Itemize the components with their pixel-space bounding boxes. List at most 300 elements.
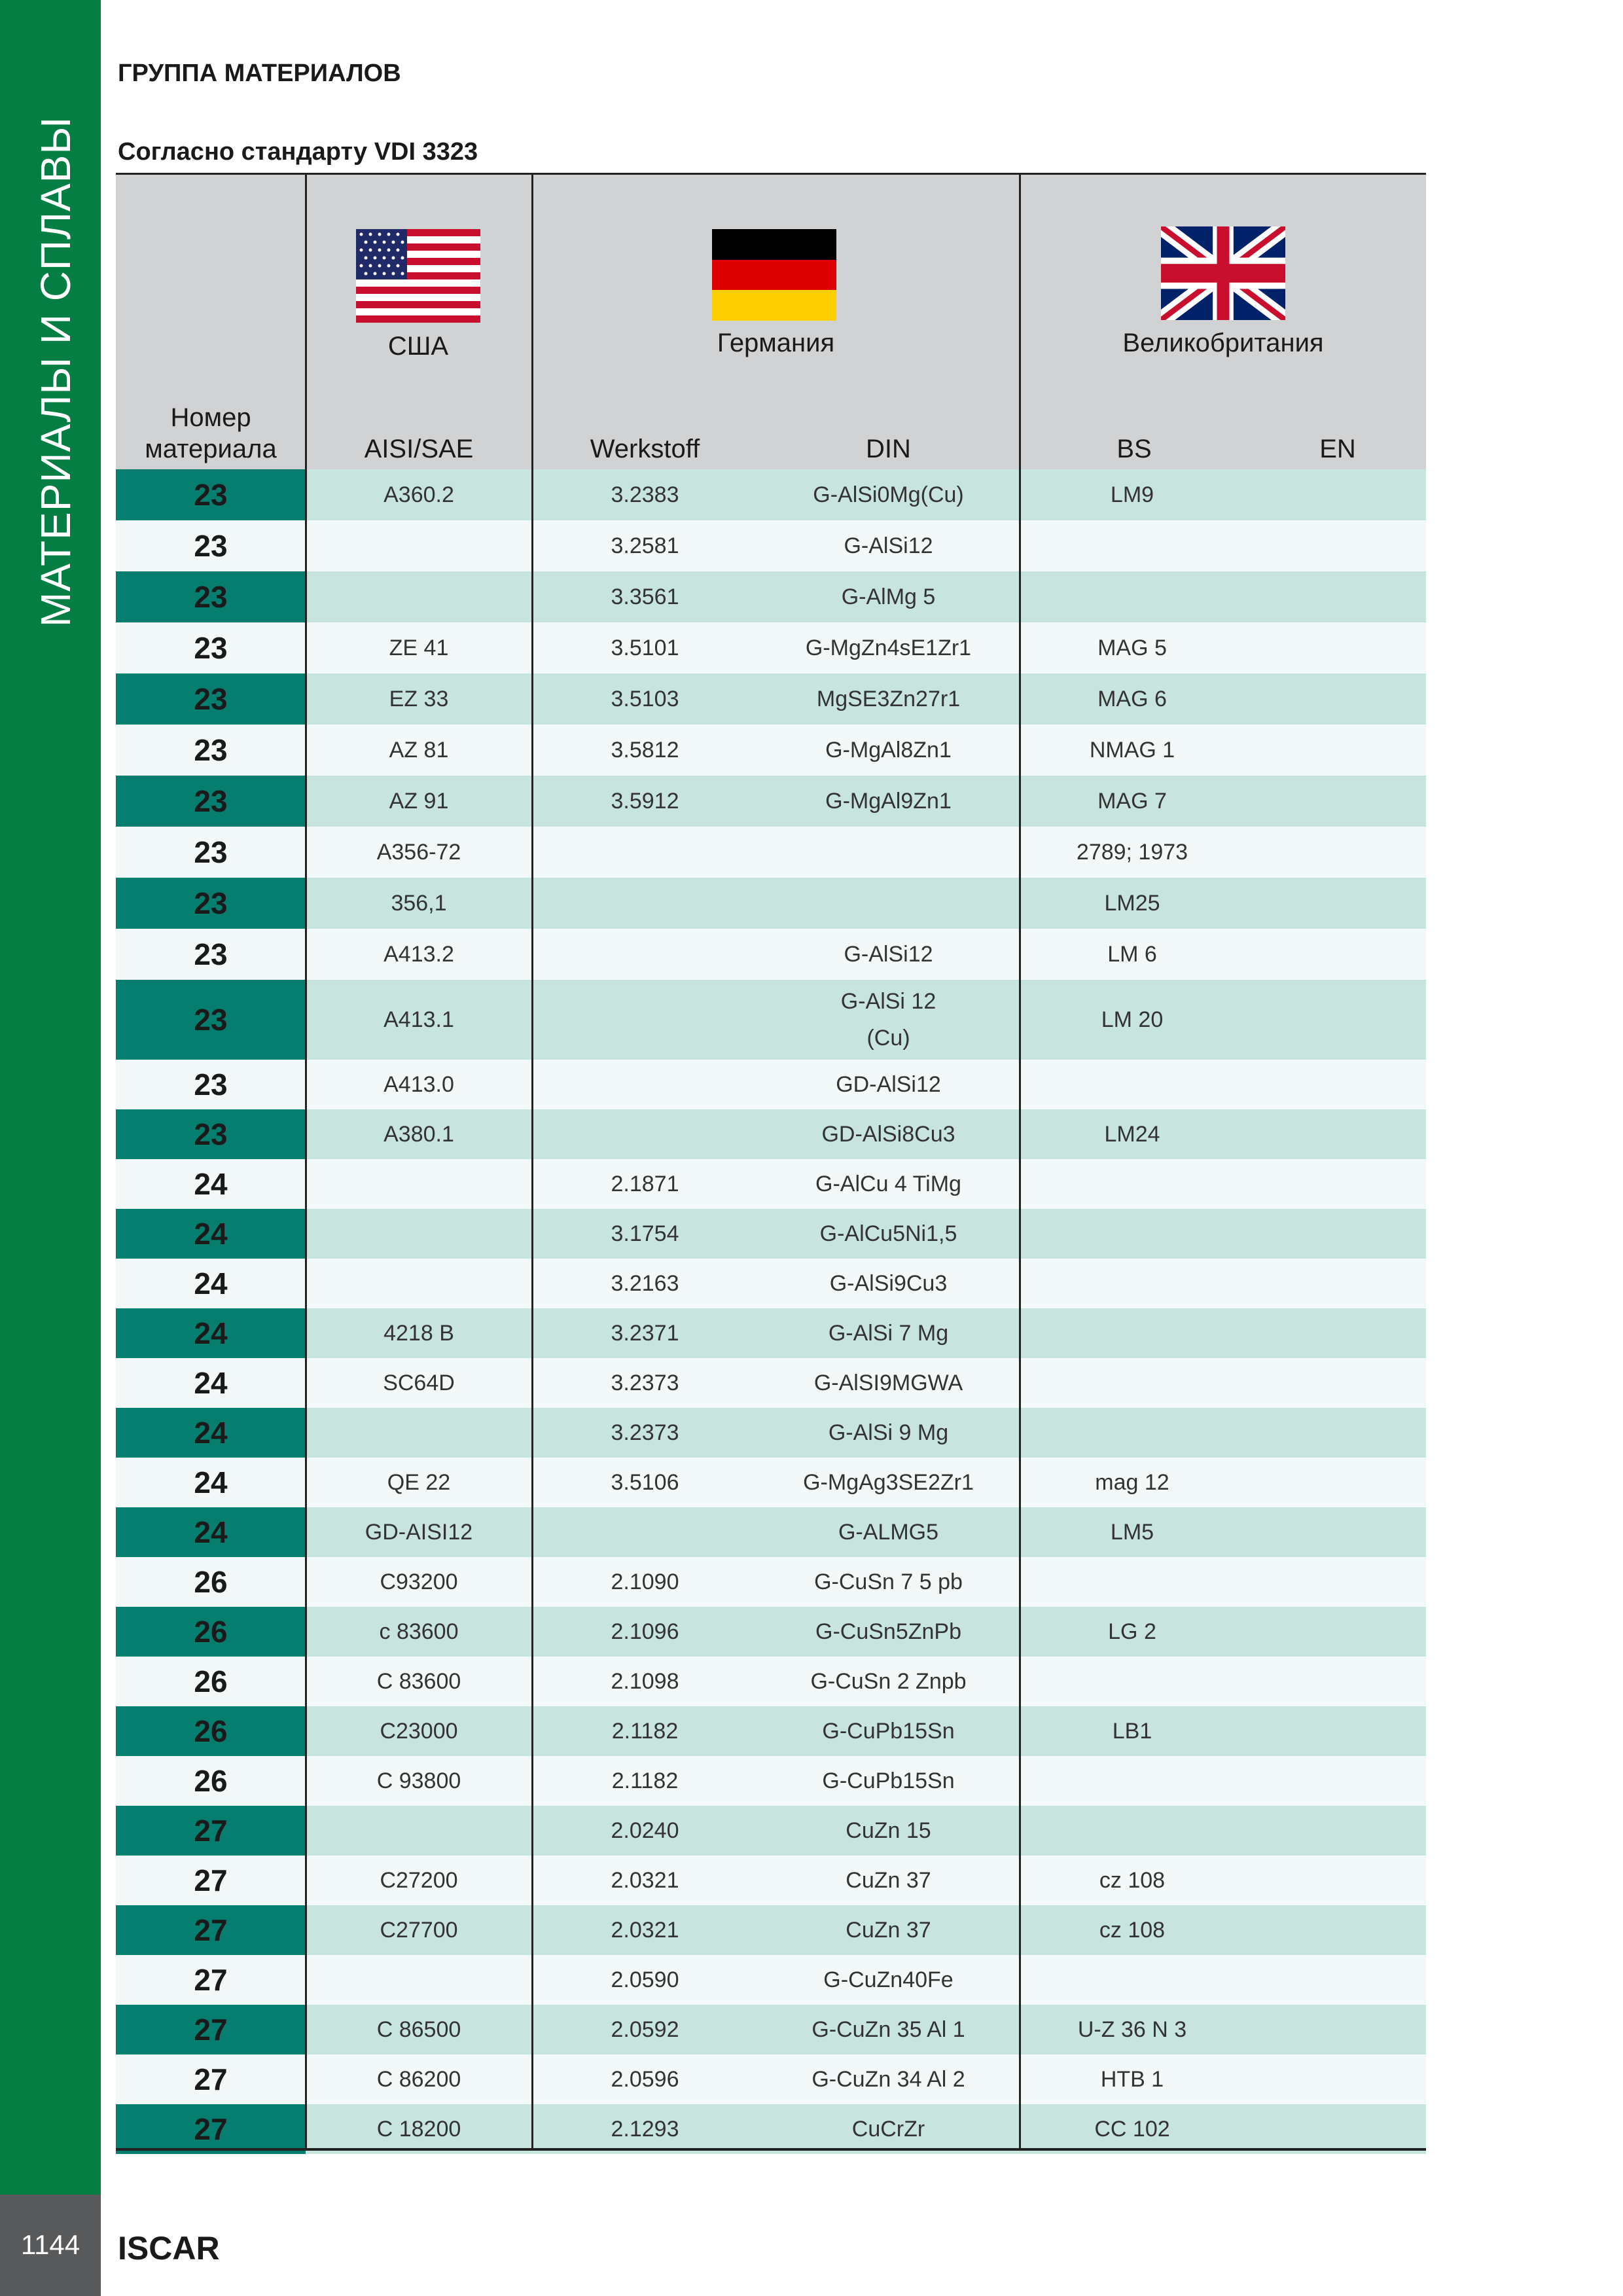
aisi-sae-cell-text: A413.1 bbox=[383, 1007, 454, 1032]
aisi-sae-cell-text: C 18200 bbox=[376, 2117, 461, 2142]
werkstoff-cell-text: 3.5101 bbox=[611, 636, 679, 660]
material-number-cell bbox=[116, 929, 306, 980]
table-row bbox=[116, 1259, 1426, 1308]
bs-cell-text: LG 2 bbox=[1108, 1619, 1156, 1644]
werkstoff-cell bbox=[532, 1905, 758, 1955]
table-row bbox=[116, 827, 1426, 878]
table-row bbox=[116, 1657, 1426, 1706]
material-number-cell bbox=[116, 673, 306, 725]
aisi-sae-cell-text: C27700 bbox=[380, 1918, 458, 1943]
din-cell bbox=[758, 1657, 1019, 1706]
werkstoff-cell bbox=[532, 1706, 758, 1756]
din-cell bbox=[758, 2104, 1019, 2154]
table-bottom-rule bbox=[116, 2148, 1426, 2151]
werkstoff-cell bbox=[532, 622, 758, 673]
column-divider bbox=[531, 173, 533, 2151]
table-row bbox=[116, 1557, 1426, 1607]
bs-cell-text: U-Z 36 N 3 bbox=[1077, 2017, 1187, 2042]
werkstoff-cell bbox=[532, 1657, 758, 1706]
aisi-sae-cell-text: C 86500 bbox=[376, 2017, 461, 2042]
bs-cell bbox=[1019, 2005, 1245, 2054]
aisi-sae-cell bbox=[306, 1159, 532, 1209]
aisi-sae-cell bbox=[306, 929, 532, 980]
bs-cell bbox=[1019, 1706, 1245, 1756]
material-number-cell bbox=[116, 725, 306, 776]
en-cell bbox=[1245, 1607, 1426, 1657]
table-row bbox=[116, 1159, 1426, 1209]
aisi-sae-cell bbox=[306, 1657, 532, 1706]
bs-cell bbox=[1019, 1955, 1245, 2005]
en-cell bbox=[1245, 2054, 1426, 2104]
din-cell-text: G-MgAl8Zn1 bbox=[825, 738, 952, 762]
section-title: ГРУППА МАТЕРИАЛОВ bbox=[118, 60, 401, 87]
material-number-cell-text: 23 bbox=[194, 1067, 228, 1102]
en-cell bbox=[1245, 1109, 1426, 1159]
material-number-cell bbox=[116, 1060, 306, 1109]
en-cell bbox=[1245, 1259, 1426, 1308]
material-number-cell-text: 24 bbox=[194, 1515, 228, 1549]
aisi-sae-cell bbox=[306, 1955, 532, 2005]
country-germany: Германия bbox=[717, 329, 835, 357]
material-number-cell bbox=[116, 2104, 306, 2154]
table-row bbox=[116, 725, 1426, 776]
aisi-sae-cell-text: C 83600 bbox=[376, 1669, 461, 1694]
werkstoff-cell bbox=[532, 2005, 758, 2054]
standard-caption: Согласно стандарту VDI 3323 bbox=[118, 138, 478, 166]
table-row bbox=[116, 1905, 1426, 1955]
din-cell bbox=[758, 1507, 1019, 1557]
en-cell bbox=[1245, 1955, 1426, 2005]
aisi-sae-cell bbox=[306, 2005, 532, 2054]
bs-cell bbox=[1019, 1657, 1245, 1706]
material-number-cell-text: 23 bbox=[194, 733, 228, 767]
en-cell bbox=[1245, 1308, 1426, 1358]
bs-cell-text: NMAG 1 bbox=[1089, 738, 1175, 762]
material-number-cell bbox=[116, 1458, 306, 1507]
werkstoff-cell-text: 2.0240 bbox=[611, 1818, 679, 1843]
bs-cell bbox=[1019, 1209, 1245, 1259]
table-row bbox=[116, 980, 1426, 1060]
material-number-cell-text: 23 bbox=[194, 682, 228, 716]
aisi-sae-cell-text: ZE 41 bbox=[389, 636, 449, 660]
din-cell-text: G-CuSn 2 Znpb bbox=[810, 1669, 967, 1694]
table-row bbox=[116, 878, 1426, 929]
werkstoff-cell-text: 2.0321 bbox=[611, 1918, 679, 1943]
en-cell bbox=[1245, 725, 1426, 776]
din-cell-text: G-AlSi12 bbox=[844, 942, 933, 967]
material-number-cell bbox=[116, 1159, 306, 1209]
bs-cell-text: LM24 bbox=[1104, 1122, 1160, 1147]
bs-cell bbox=[1019, 1557, 1245, 1607]
en-cell bbox=[1245, 622, 1426, 673]
din-cell-text: G-CuSn5ZnPb bbox=[815, 1619, 961, 1644]
werkstoff-cell-text: 3.1754 bbox=[611, 1221, 679, 1246]
aisi-sae-cell bbox=[306, 878, 532, 929]
bs-cell-text: MAG 7 bbox=[1097, 789, 1167, 814]
en-cell bbox=[1245, 673, 1426, 725]
material-number-cell-text: 26 bbox=[194, 1764, 228, 1798]
aisi-sae-cell bbox=[306, 622, 532, 673]
en-cell bbox=[1245, 1159, 1426, 1209]
table-row bbox=[116, 2104, 1426, 2154]
table-row bbox=[116, 1209, 1426, 1259]
material-number-cell bbox=[116, 1806, 306, 1856]
material-number-cell bbox=[116, 2005, 306, 2054]
werkstoff-cell-text: 3.3561 bbox=[611, 584, 679, 609]
bs-cell-text: 2789; 1973 bbox=[1076, 840, 1188, 865]
column-bs: BS bbox=[1116, 435, 1152, 463]
werkstoff-cell-text: 2.1182 bbox=[611, 1719, 679, 1744]
aisi-sae-cell bbox=[306, 469, 532, 520]
material-number-cell bbox=[116, 1706, 306, 1756]
en-cell bbox=[1245, 1060, 1426, 1109]
material-number-cell bbox=[116, 469, 306, 520]
table-row bbox=[116, 1308, 1426, 1358]
table-header bbox=[116, 173, 1426, 469]
column-werkstoff: Werkstoff bbox=[590, 435, 700, 463]
werkstoff-cell-text: 3.2163 bbox=[611, 1271, 679, 1296]
en-cell bbox=[1245, 980, 1426, 1060]
bs-cell bbox=[1019, 1756, 1245, 1806]
din-cell-text: G-CuZn 35 Al 1 bbox=[812, 2017, 965, 2042]
din-cell-text: G-AlSi 9 Mg bbox=[828, 1420, 949, 1445]
bs-cell bbox=[1019, 827, 1245, 878]
werkstoff-cell-text: 2.1182 bbox=[611, 1768, 679, 1793]
werkstoff-cell-text: 3.5106 bbox=[611, 1470, 679, 1495]
material-number-cell bbox=[116, 1756, 306, 1806]
din-cell-text: G-CuPb15Sn bbox=[822, 1768, 955, 1793]
material-number-cell bbox=[116, 1209, 306, 1259]
material-number-cell bbox=[116, 980, 306, 1060]
din-cell bbox=[758, 1856, 1019, 1905]
werkstoff-cell bbox=[532, 2104, 758, 2154]
en-cell bbox=[1245, 1706, 1426, 1756]
din-cell bbox=[758, 520, 1019, 571]
werkstoff-cell bbox=[532, 1955, 758, 2005]
aisi-sae-cell-text: C27200 bbox=[380, 1868, 458, 1893]
material-number-cell-text: 26 bbox=[194, 1664, 228, 1698]
table-row bbox=[116, 571, 1426, 622]
bs-cell bbox=[1019, 725, 1245, 776]
aisi-sae-cell bbox=[306, 673, 532, 725]
bs-cell-text: HTB 1 bbox=[1100, 2067, 1164, 2092]
werkstoff-cell bbox=[532, 1358, 758, 1408]
aisi-sae-cell bbox=[306, 1209, 532, 1259]
aisi-sae-cell-text: 4218 B bbox=[383, 1321, 454, 1346]
aisi-sae-cell bbox=[306, 1856, 532, 1905]
werkstoff-cell bbox=[532, 1806, 758, 1856]
table-row bbox=[116, 622, 1426, 673]
table-row bbox=[116, 1060, 1426, 1109]
en-cell bbox=[1245, 1557, 1426, 1607]
werkstoff-cell-text: 3.5912 bbox=[611, 789, 679, 814]
bs-cell bbox=[1019, 1408, 1245, 1458]
en-cell bbox=[1245, 1756, 1426, 1806]
table-row bbox=[116, 520, 1426, 571]
din-cell-text: G-CuSn 7 5 pb bbox=[814, 1570, 963, 1594]
din-cell-text: G-AlCu5Ni1,5 bbox=[819, 1221, 957, 1246]
aisi-sae-cell-text: C 86200 bbox=[376, 2067, 461, 2092]
table-row bbox=[116, 1109, 1426, 1159]
material-number-cell-text: 24 bbox=[194, 1465, 228, 1499]
table-row bbox=[116, 929, 1426, 980]
aisi-sae-cell bbox=[306, 1607, 532, 1657]
bs-cell bbox=[1019, 1607, 1245, 1657]
material-number-cell-text: 24 bbox=[194, 1366, 228, 1400]
aisi-sae-cell-text: A360.2 bbox=[383, 482, 454, 507]
bs-cell bbox=[1019, 673, 1245, 725]
column-aisi-sae: AISI/SAE bbox=[364, 435, 474, 463]
din-cell bbox=[758, 622, 1019, 673]
aisi-sae-cell-text: A413.2 bbox=[383, 942, 454, 967]
material-number-cell bbox=[116, 878, 306, 929]
werkstoff-cell bbox=[532, 1060, 758, 1109]
aisi-sae-cell-text: QE 22 bbox=[387, 1470, 451, 1495]
bs-cell bbox=[1019, 1358, 1245, 1408]
en-cell bbox=[1245, 1507, 1426, 1557]
werkstoff-cell bbox=[532, 776, 758, 827]
en-cell bbox=[1245, 2104, 1426, 2154]
din-cell-text: G-AlMg 5 bbox=[841, 584, 936, 609]
aisi-sae-cell-text: AZ 81 bbox=[389, 738, 449, 762]
material-number-cell-text: 23 bbox=[194, 784, 228, 818]
en-cell bbox=[1245, 1209, 1426, 1259]
material-number-cell-text: 23 bbox=[194, 886, 228, 920]
din-cell-text: G-ALMG5 bbox=[838, 1520, 939, 1545]
aisi-sae-cell-text: c 83600 bbox=[379, 1619, 459, 1644]
aisi-sae-cell bbox=[306, 1060, 532, 1109]
din-cell-text: CuZn 37 bbox=[846, 1868, 931, 1893]
bs-cell-text: LM 20 bbox=[1101, 1007, 1164, 1032]
werkstoff-cell-text: 2.1293 bbox=[611, 2117, 679, 2142]
din-cell-text: CuCrZr bbox=[851, 2117, 925, 2142]
werkstoff-cell-text: 2.1096 bbox=[611, 1619, 679, 1644]
material-number-cell bbox=[116, 776, 306, 827]
material-number-cell-text: 23 bbox=[194, 478, 228, 512]
aisi-sae-cell bbox=[306, 980, 532, 1060]
werkstoff-cell-text: 3.2373 bbox=[611, 1420, 679, 1445]
werkstoff-cell bbox=[532, 1308, 758, 1358]
material-number-cell bbox=[116, 1657, 306, 1706]
din-cell bbox=[758, 1060, 1019, 1109]
aisi-sae-cell bbox=[306, 2104, 532, 2154]
material-number-cell-text: 23 bbox=[194, 937, 228, 971]
werkstoff-cell bbox=[532, 1209, 758, 1259]
werkstoff-cell-text: 2.0592 bbox=[611, 2017, 679, 2042]
werkstoff-cell bbox=[532, 469, 758, 520]
din-cell bbox=[758, 1408, 1019, 1458]
table-row bbox=[116, 2005, 1426, 2054]
din-cell bbox=[758, 1607, 1019, 1657]
din-cell-text: G-AlCu 4 TiMg bbox=[815, 1172, 961, 1196]
aisi-sae-cell bbox=[306, 725, 532, 776]
werkstoff-cell-text: 3.2371 bbox=[611, 1321, 679, 1346]
aisi-sae-cell bbox=[306, 1507, 532, 1557]
material-number-cell-text: 24 bbox=[194, 1416, 228, 1450]
werkstoff-cell-text: 3.5812 bbox=[611, 738, 679, 762]
din-cell bbox=[758, 1706, 1019, 1756]
material-number-cell bbox=[116, 571, 306, 622]
material-number-cell-text: 24 bbox=[194, 1167, 228, 1201]
werkstoff-cell bbox=[532, 827, 758, 878]
din-cell-text: G-MgAg3SE2Zr1 bbox=[803, 1470, 974, 1495]
aisi-sae-cell bbox=[306, 1358, 532, 1408]
material-number-cell-text: 23 bbox=[194, 580, 228, 614]
aisi-sae-cell bbox=[306, 520, 532, 571]
material-number-cell bbox=[116, 1955, 306, 2005]
material-number-cell bbox=[116, 1557, 306, 1607]
din-cell bbox=[758, 929, 1019, 980]
din-cell bbox=[758, 725, 1019, 776]
material-number-cell bbox=[116, 1358, 306, 1408]
material-number-cell-text: 23 bbox=[194, 835, 228, 869]
din-cell bbox=[758, 571, 1019, 622]
en-cell bbox=[1245, 1458, 1426, 1507]
bs-cell bbox=[1019, 980, 1245, 1060]
aisi-sae-cell bbox=[306, 1458, 532, 1507]
material-number-cell bbox=[116, 827, 306, 878]
din-cell-text: G-AlSi12 bbox=[844, 533, 933, 558]
page-number: 1144 bbox=[20, 2229, 80, 2260]
werkstoff-cell bbox=[532, 1109, 758, 1159]
table-row bbox=[116, 1955, 1426, 2005]
material-number-cell bbox=[116, 1507, 306, 1557]
din-cell bbox=[758, 980, 1019, 1060]
aisi-sae-cell bbox=[306, 776, 532, 827]
en-cell bbox=[1245, 2005, 1426, 2054]
material-number-cell-text: 24 bbox=[194, 1217, 228, 1251]
werkstoff-cell bbox=[532, 673, 758, 725]
din-cell bbox=[758, 1955, 1019, 2005]
aisi-sae-cell-text: C 93800 bbox=[376, 1768, 461, 1793]
din-cell bbox=[758, 1756, 1019, 1806]
bs-cell bbox=[1019, 469, 1245, 520]
aisi-sae-cell-text: 356,1 bbox=[391, 891, 447, 916]
en-cell bbox=[1245, 571, 1426, 622]
bs-cell bbox=[1019, 776, 1245, 827]
en-cell bbox=[1245, 1408, 1426, 1458]
aisi-sae-cell-text: AZ 91 bbox=[389, 789, 449, 814]
material-number-cell-text: 23 bbox=[194, 1117, 228, 1151]
material-number-cell-text: 26 bbox=[194, 1714, 228, 1748]
aisi-sae-cell bbox=[306, 1109, 532, 1159]
werkstoff-cell bbox=[532, 1159, 758, 1209]
aisi-sae-cell bbox=[306, 1259, 532, 1308]
aisi-sae-cell-text: A380.1 bbox=[383, 1122, 454, 1147]
column-divider bbox=[1019, 173, 1021, 2151]
aisi-sae-cell-text: A413.0 bbox=[383, 1072, 454, 1097]
en-cell bbox=[1245, 1905, 1426, 1955]
werkstoff-cell-text: 2.1090 bbox=[611, 1570, 679, 1594]
material-number-cell bbox=[116, 1259, 306, 1308]
material-number-cell bbox=[116, 2054, 306, 2104]
din-cell bbox=[758, 1557, 1019, 1607]
werkstoff-cell-text: 2.0596 bbox=[611, 2067, 679, 2092]
us-flag-icon bbox=[356, 229, 480, 323]
bs-cell bbox=[1019, 2104, 1245, 2154]
bs-cell bbox=[1019, 929, 1245, 980]
aisi-sae-cell bbox=[306, 1806, 532, 1856]
werkstoff-cell-text: 3.2373 bbox=[611, 1371, 679, 1395]
table-row bbox=[116, 1856, 1426, 1905]
en-cell bbox=[1245, 1806, 1426, 1856]
werkstoff-cell bbox=[532, 980, 758, 1060]
material-number-cell-text: 27 bbox=[194, 1863, 228, 1897]
din-cell-text: G-AlSI9MGWA bbox=[813, 1371, 963, 1395]
aisi-sae-cell-text: A356-72 bbox=[376, 840, 461, 865]
table-row bbox=[116, 1507, 1426, 1557]
din-cell bbox=[758, 1109, 1019, 1159]
werkstoff-cell-text: 3.2581 bbox=[611, 533, 679, 558]
bs-cell-text: MAG 6 bbox=[1097, 687, 1167, 711]
bs-cell-text: cz 108 bbox=[1099, 1918, 1166, 1943]
table-row bbox=[116, 1358, 1426, 1408]
din-cell-text: G-CuZn 34 Al 2 bbox=[812, 2067, 965, 2092]
material-number-cell bbox=[116, 1607, 306, 1657]
bs-cell-text: LM5 bbox=[1110, 1520, 1154, 1545]
column-din: DIN bbox=[866, 435, 911, 463]
aisi-sae-cell bbox=[306, 1308, 532, 1358]
din-cell bbox=[758, 2005, 1019, 2054]
aisi-sae-cell bbox=[306, 1408, 532, 1458]
bs-cell bbox=[1019, 1806, 1245, 1856]
din-cell-text: G-AlSi 7 Mg bbox=[828, 1321, 949, 1346]
bs-cell bbox=[1019, 2054, 1245, 2104]
bs-cell bbox=[1019, 622, 1245, 673]
din-cell bbox=[758, 1209, 1019, 1259]
country-usa: США bbox=[387, 332, 449, 361]
bs-cell bbox=[1019, 1060, 1245, 1109]
aisi-sae-cell bbox=[306, 571, 532, 622]
en-cell bbox=[1245, 469, 1426, 520]
bs-cell-text: LM9 bbox=[1110, 482, 1154, 507]
aisi-sae-cell bbox=[306, 1905, 532, 1955]
material-number-cell bbox=[116, 1905, 306, 1955]
material-number-cell-text: 27 bbox=[194, 1814, 228, 1848]
bs-cell-text: LM25 bbox=[1104, 891, 1160, 916]
din-cell-text: G-AlSi 12 bbox=[840, 989, 936, 1014]
werkstoff-cell bbox=[532, 1607, 758, 1657]
werkstoff-cell bbox=[532, 1259, 758, 1308]
uk-flag-icon bbox=[1161, 226, 1285, 320]
en-cell bbox=[1245, 827, 1426, 878]
country-uk: Великобритания bbox=[1122, 329, 1324, 357]
material-number-cell bbox=[116, 1109, 306, 1159]
din-cell bbox=[758, 1308, 1019, 1358]
din-cell bbox=[758, 673, 1019, 725]
table-row bbox=[116, 2054, 1426, 2104]
bs-cell bbox=[1019, 1856, 1245, 1905]
bs-cell bbox=[1019, 1905, 1245, 1955]
material-number-cell-text: 26 bbox=[194, 1615, 228, 1649]
din-cell-text-line2: (Cu) bbox=[866, 1026, 910, 1050]
material-number-cell bbox=[116, 520, 306, 571]
din-cell-text: GD-AlSi8Cu3 bbox=[821, 1122, 955, 1147]
material-number-cell-text: 23 bbox=[194, 529, 228, 563]
material-number-cell-text: 27 bbox=[194, 1963, 228, 1997]
material-number-cell-text: 23 bbox=[194, 631, 228, 665]
aisi-sae-cell bbox=[306, 1706, 532, 1756]
aisi-sae-cell-text: C93200 bbox=[380, 1570, 458, 1594]
din-cell bbox=[758, 827, 1019, 878]
en-cell bbox=[1245, 776, 1426, 827]
material-number-cell-text: 26 bbox=[194, 1565, 228, 1599]
bs-cell bbox=[1019, 1259, 1245, 1308]
werkstoff-cell-text: 2.1871 bbox=[611, 1172, 679, 1196]
table-row bbox=[116, 1756, 1426, 1806]
din-cell bbox=[758, 1458, 1019, 1507]
werkstoff-cell-text: 2.0321 bbox=[611, 1868, 679, 1893]
